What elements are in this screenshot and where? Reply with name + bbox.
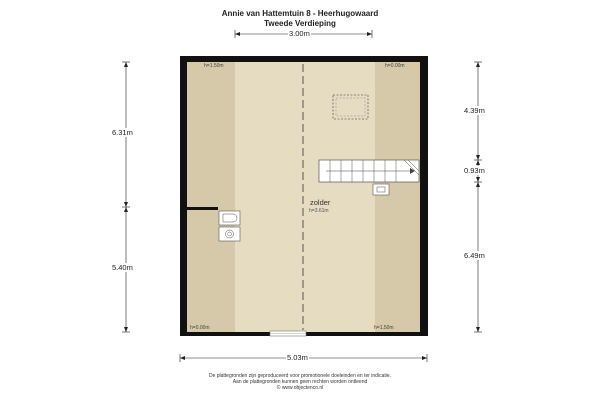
- room-name: zolder: [310, 198, 331, 207]
- height-bottom-left: h=0.00m: [190, 325, 210, 331]
- boiler-unit: [373, 184, 389, 195]
- dim-left-lower: 5.40m: [112, 263, 133, 272]
- height-bottom-right: h=1.50m: [374, 325, 394, 331]
- wall-bottom-right: [306, 332, 428, 336]
- dim-top-width: 3.00m: [289, 29, 310, 38]
- wall-bottom-left: [180, 332, 270, 336]
- staircase: [319, 160, 419, 182]
- floor-slope-left: [187, 62, 235, 333]
- disclaimer-line-2: Aan de plattegronden kunnen geen rechten worden ontleend: [232, 379, 368, 385]
- floor-slope-right: [375, 62, 420, 333]
- wall-top: [180, 56, 428, 62]
- address-title: Annie van Hattemtuin 8 - Heerhugowaard: [221, 9, 379, 18]
- disclaimer-line-3: © www.objectenco.nl: [276, 385, 324, 391]
- floor-title: Tweede Verdieping: [264, 19, 336, 28]
- height-top-left: h=1.50m: [204, 63, 224, 69]
- dim-right-upper: 4.39m: [464, 106, 485, 115]
- height-top-right: h=0.00m: [385, 63, 405, 69]
- dim-left-line: [122, 62, 130, 332]
- partition-wall: [187, 207, 218, 210]
- dim-right-line: [474, 62, 482, 332]
- dim-bottom-width: 5.03m: [287, 353, 308, 362]
- wall-right: [420, 56, 428, 336]
- room-height: h=3.61m: [309, 208, 329, 214]
- dim-right-lower: 6.49m: [464, 251, 485, 260]
- dim-right-middle: 0.93m: [464, 166, 485, 175]
- floor-center: [235, 62, 375, 333]
- wall-left: [180, 56, 187, 336]
- dryer: [219, 227, 240, 241]
- washing-machine: [219, 211, 240, 225]
- disclaimer-line-1: De plattegronden zijn geproduceerd voor promotionele doeleinden en ter indicatie.: [208, 373, 392, 379]
- dim-left-upper: 6.31m: [112, 128, 133, 137]
